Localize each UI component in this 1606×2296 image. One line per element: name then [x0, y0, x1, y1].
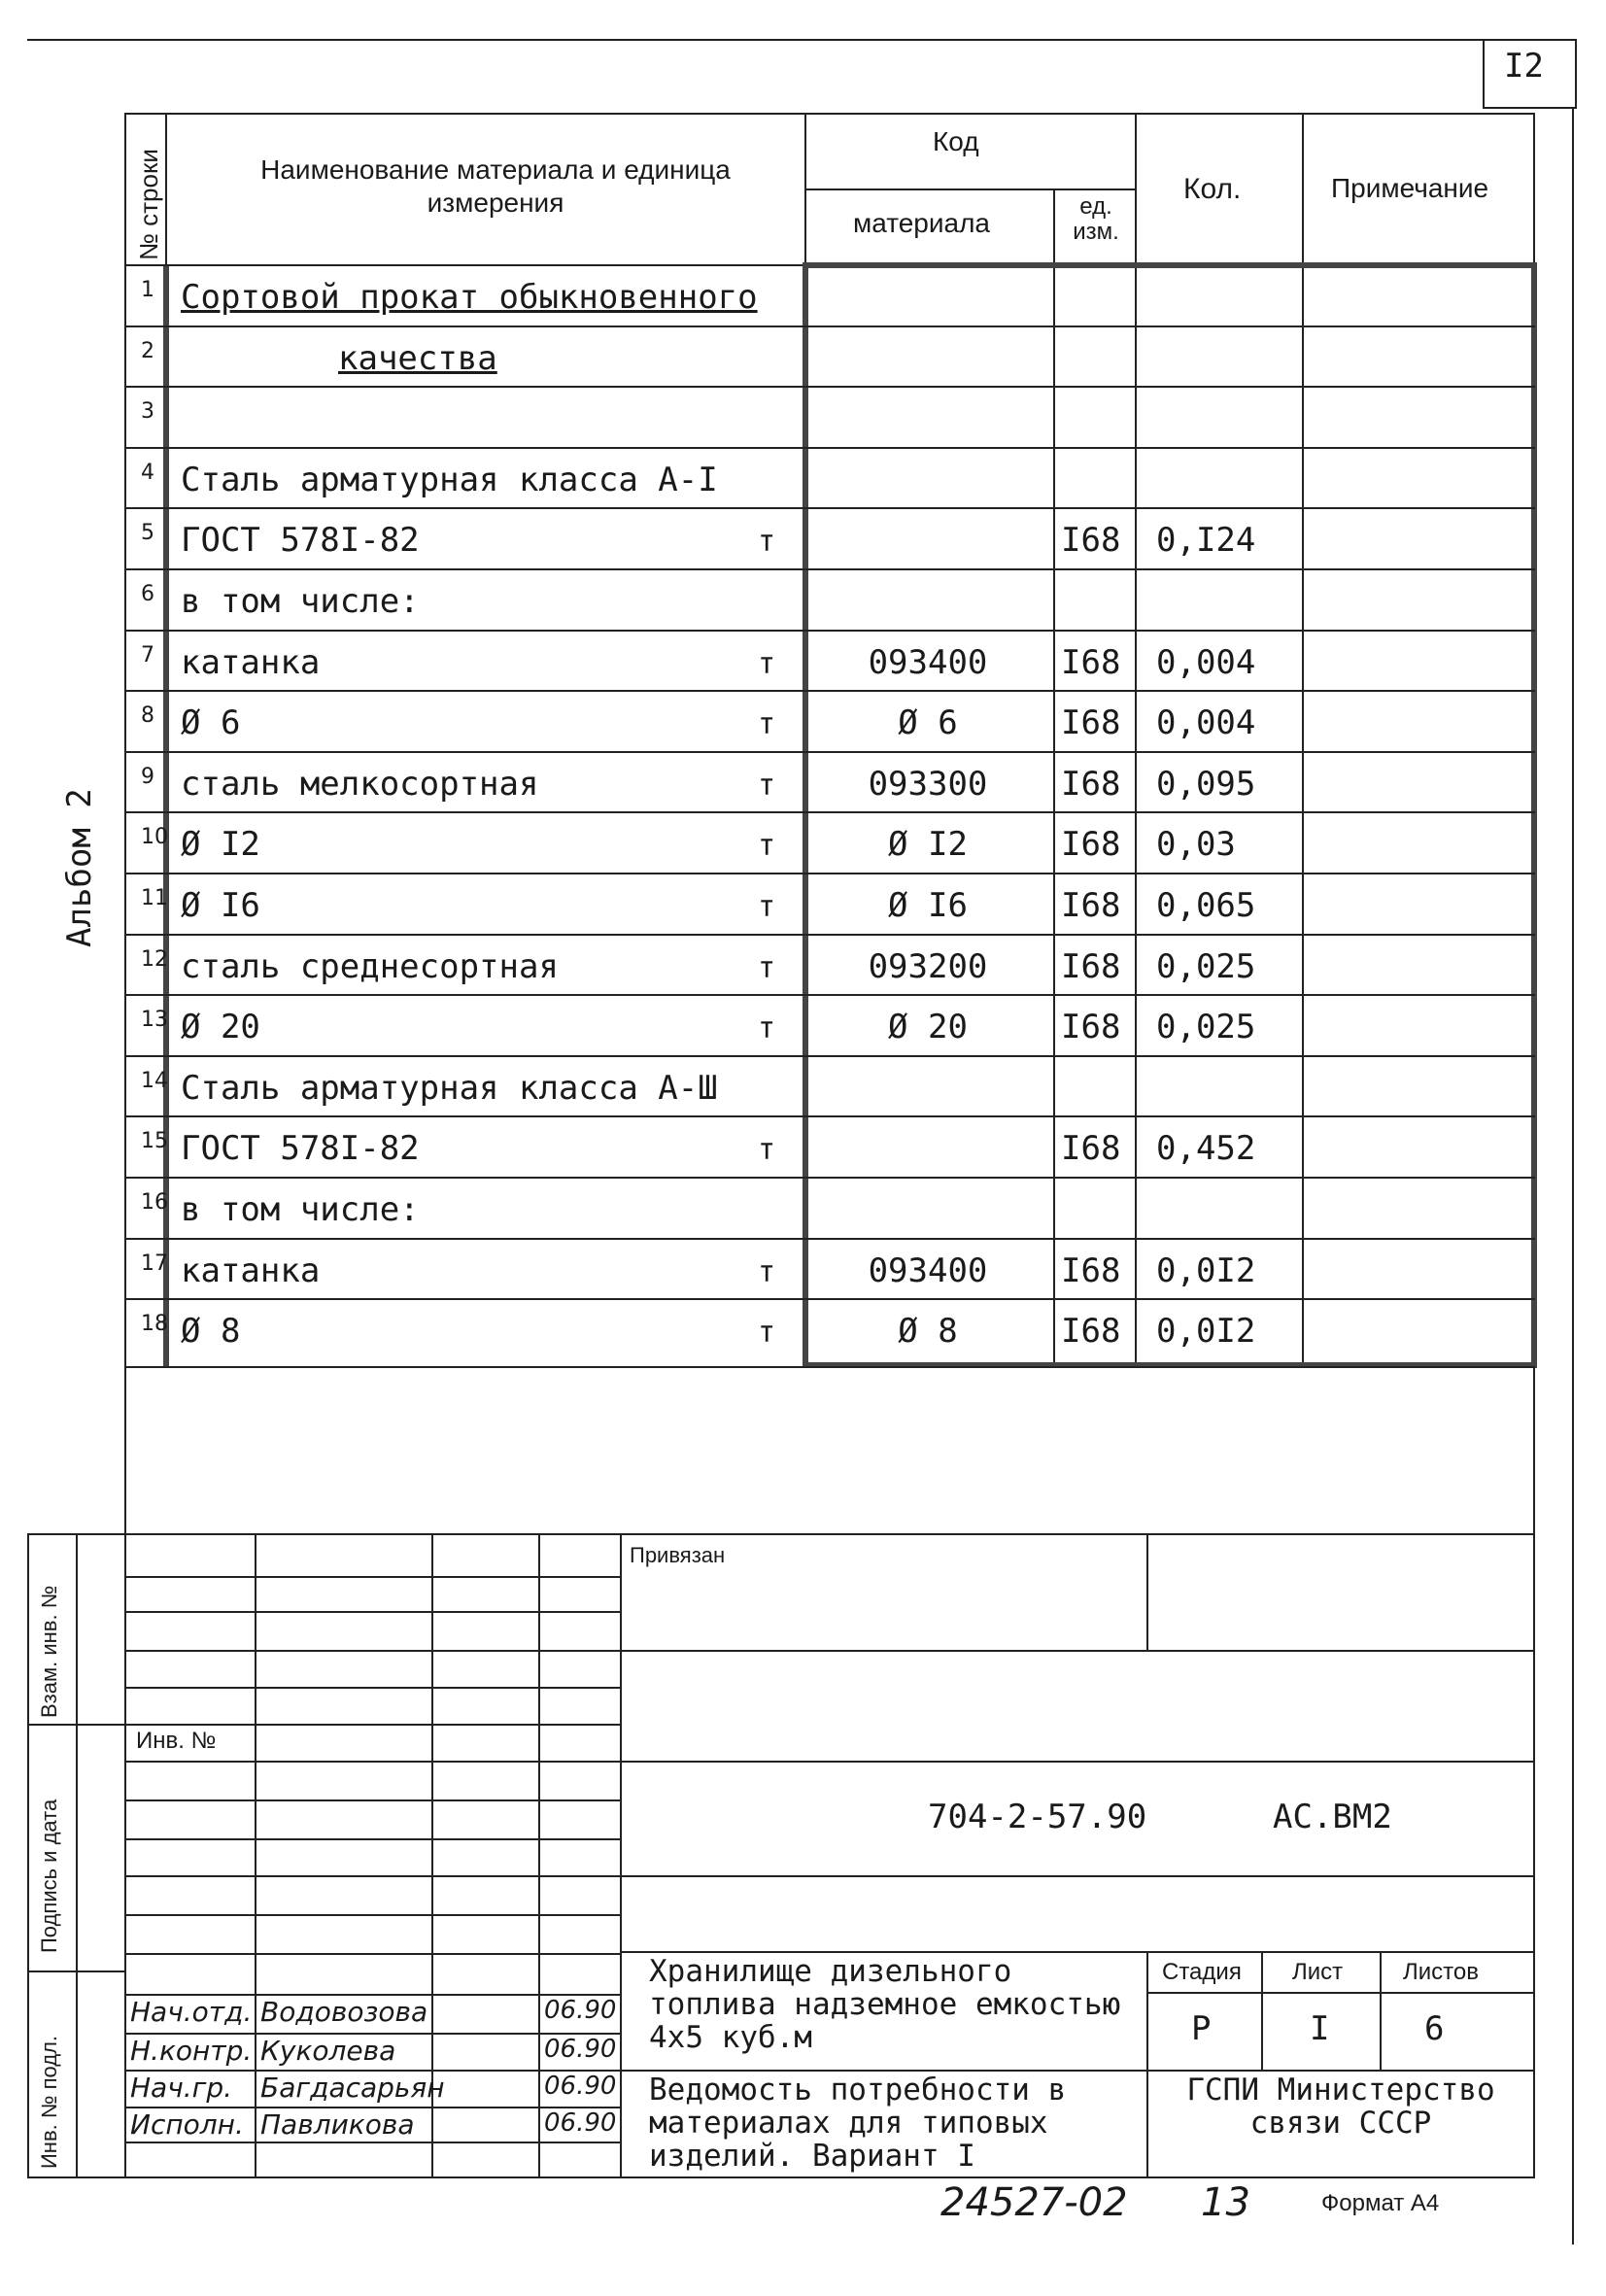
- signature-name: Куколева: [260, 2035, 396, 2067]
- row-unit: т: [758, 829, 776, 863]
- row-unit-code: I68: [1061, 703, 1121, 742]
- row-number: 18: [141, 1312, 168, 1336]
- sheets-value: 6: [1424, 2009, 1445, 2048]
- stage-label: Стадия: [1162, 1959, 1242, 1985]
- row-number: 17: [141, 1251, 168, 1276]
- row-code: Ø I6: [888, 886, 968, 925]
- row-name: Ø 20: [181, 1008, 260, 1046]
- row-qty: 0,0I2: [1156, 1251, 1256, 1290]
- row-qty: 0,004: [1156, 703, 1256, 742]
- row-qty: 0,03: [1156, 825, 1236, 864]
- row-number: 5: [141, 521, 154, 545]
- row-code: Ø 20: [888, 1008, 968, 1046]
- row-name: катанка: [181, 643, 321, 682]
- row-unit: т: [758, 525, 776, 559]
- inv-no-label: Инв. №: [136, 1728, 217, 1754]
- row-name: сталь среднесортная: [181, 947, 559, 986]
- row-unit: т: [758, 1316, 776, 1350]
- signature-role: Нач.отд.: [130, 1996, 253, 2028]
- row-unit-code: I68: [1061, 1129, 1121, 1168]
- sheet-label: Лист: [1292, 1959, 1344, 1985]
- row-name: в том числе:: [181, 1190, 420, 1229]
- row-unit-code: I68: [1061, 886, 1121, 925]
- header-name: Наименование материала и единица измерения: [260, 154, 731, 218]
- sheet-number: I2: [1504, 47, 1544, 86]
- row-unit: т: [758, 1133, 776, 1167]
- row-number: 6: [141, 582, 154, 606]
- row-code: Ø I2: [888, 825, 968, 864]
- signature-role: Исполн.: [130, 2108, 244, 2141]
- row-number: 4: [141, 461, 154, 485]
- row-number: 11: [141, 886, 168, 910]
- row-qty: 0,065: [1156, 886, 1256, 925]
- row-name: Сталь арматурная класса А-I: [181, 461, 718, 499]
- signature-name: Павликова: [260, 2108, 415, 2141]
- row-number: 13: [141, 1008, 168, 1032]
- header-code: Код: [933, 126, 979, 156]
- row-unit-code: I68: [1061, 521, 1121, 560]
- footer-page: 13: [1201, 2180, 1250, 2225]
- row-name: Ø 8: [181, 1312, 241, 1351]
- row-unit-code: I68: [1061, 1008, 1121, 1046]
- format-label: Формат А4: [1321, 2190, 1440, 2216]
- row-name: Сортовой прокат обыкновенного: [181, 278, 758, 317]
- row-number: 1: [141, 278, 154, 302]
- row-qty: 0,0I2: [1156, 1312, 1256, 1351]
- side-label-vzam: Взам. инв. №: [37, 1585, 61, 1718]
- header-qty: Кол.: [1183, 173, 1242, 205]
- row-code: 093300: [868, 765, 988, 804]
- row-name: Ø I6: [181, 886, 260, 925]
- row-unit: т: [758, 647, 776, 681]
- row-qty: 0,I24: [1156, 521, 1256, 560]
- row-unit-code: I68: [1061, 1312, 1121, 1351]
- row-unit: т: [758, 1011, 776, 1045]
- row-unit-code: I68: [1061, 825, 1121, 864]
- header-row-no: № строки: [134, 149, 163, 260]
- signature-date: 06.90: [544, 2108, 617, 2138]
- row-qty: 0,004: [1156, 643, 1256, 682]
- row-unit: т: [758, 769, 776, 803]
- row-code: 093200: [868, 947, 988, 986]
- row-number: 9: [141, 765, 154, 789]
- signature-name: Багдасарьян: [260, 2072, 445, 2104]
- signature-name: Водовозова: [260, 1996, 428, 2028]
- row-name: Сталь арматурная класса А-Ш: [181, 1069, 718, 1108]
- row-code: 093400: [868, 1251, 988, 1290]
- signature-role: Нач.гр.: [130, 2072, 233, 2104]
- signature-date: 06.90: [544, 2072, 617, 2101]
- row-qty: 0,452: [1156, 1129, 1256, 1168]
- album-label: Альбом 2: [60, 788, 99, 947]
- row-code: 093400: [868, 643, 988, 682]
- footer-number: 24527-02: [940, 2180, 1128, 2225]
- privyazan-label: Привязан: [630, 1543, 726, 1567]
- organization: ГСПИ Министерство связи СССР: [1186, 2073, 1495, 2141]
- row-name: Ø 6: [181, 703, 241, 742]
- row-name: катанка: [181, 1251, 321, 1290]
- row-name: ГОСТ 578I-82: [181, 521, 420, 560]
- doc-title: Ведомость потребности в материалах для типовых изделий. Вариант I: [649, 2073, 1067, 2174]
- row-number: 10: [141, 825, 168, 849]
- row-number: 12: [141, 947, 168, 972]
- stage-value: Р: [1191, 2009, 1212, 2048]
- row-qty: 0,025: [1156, 947, 1256, 986]
- side-label-podpis: Подпись и дата: [37, 1799, 61, 1953]
- header-code-unit: ед. изм.: [1073, 193, 1119, 245]
- doc-code: 704-2-57.90: [928, 1798, 1147, 1836]
- side-label-inv-podl: Инв. № подл.: [37, 2035, 61, 2169]
- row-number: 7: [141, 643, 154, 668]
- row-name: Ø I2: [181, 825, 260, 864]
- row-unit: т: [758, 951, 776, 985]
- row-number: 3: [141, 399, 154, 424]
- row-number: 2: [141, 339, 154, 363]
- row-name: качества: [338, 339, 497, 378]
- object-title: Хранилище дизельного топлива надземное емкостью 4х5 куб.м: [649, 1954, 1121, 2055]
- row-number: 15: [141, 1129, 168, 1153]
- row-unit-code: I68: [1061, 1251, 1121, 1290]
- signature-role: Н.контр.: [130, 2035, 253, 2067]
- row-name: ГОСТ 578I-82: [181, 1129, 420, 1168]
- sheets-label: Листов: [1403, 1959, 1479, 1985]
- signature-date: 06.90: [544, 1996, 617, 2025]
- doc-mark: АС.ВМ2: [1273, 1798, 1392, 1836]
- row-unit-code: I68: [1061, 765, 1121, 804]
- row-qty: 0,025: [1156, 1008, 1256, 1046]
- row-number: 16: [141, 1190, 168, 1215]
- row-code: Ø 6: [898, 703, 958, 742]
- row-unit-code: I68: [1061, 643, 1121, 682]
- sheet-value: I: [1310, 2009, 1330, 2048]
- row-unit: т: [758, 1255, 776, 1289]
- header-note: Примечание: [1331, 173, 1489, 203]
- row-name: сталь мелкосортная: [181, 765, 539, 804]
- row-name: в том числе:: [181, 582, 420, 621]
- row-unit-code: I68: [1061, 947, 1121, 986]
- row-unit: т: [758, 890, 776, 924]
- header-code-material: материала: [853, 208, 990, 238]
- row-unit: т: [758, 707, 776, 741]
- row-qty: 0,095: [1156, 765, 1256, 804]
- row-number: 8: [141, 703, 154, 728]
- row-code: Ø 8: [898, 1312, 958, 1351]
- signature-date: 06.90: [544, 2035, 617, 2064]
- row-number: 14: [141, 1069, 168, 1093]
